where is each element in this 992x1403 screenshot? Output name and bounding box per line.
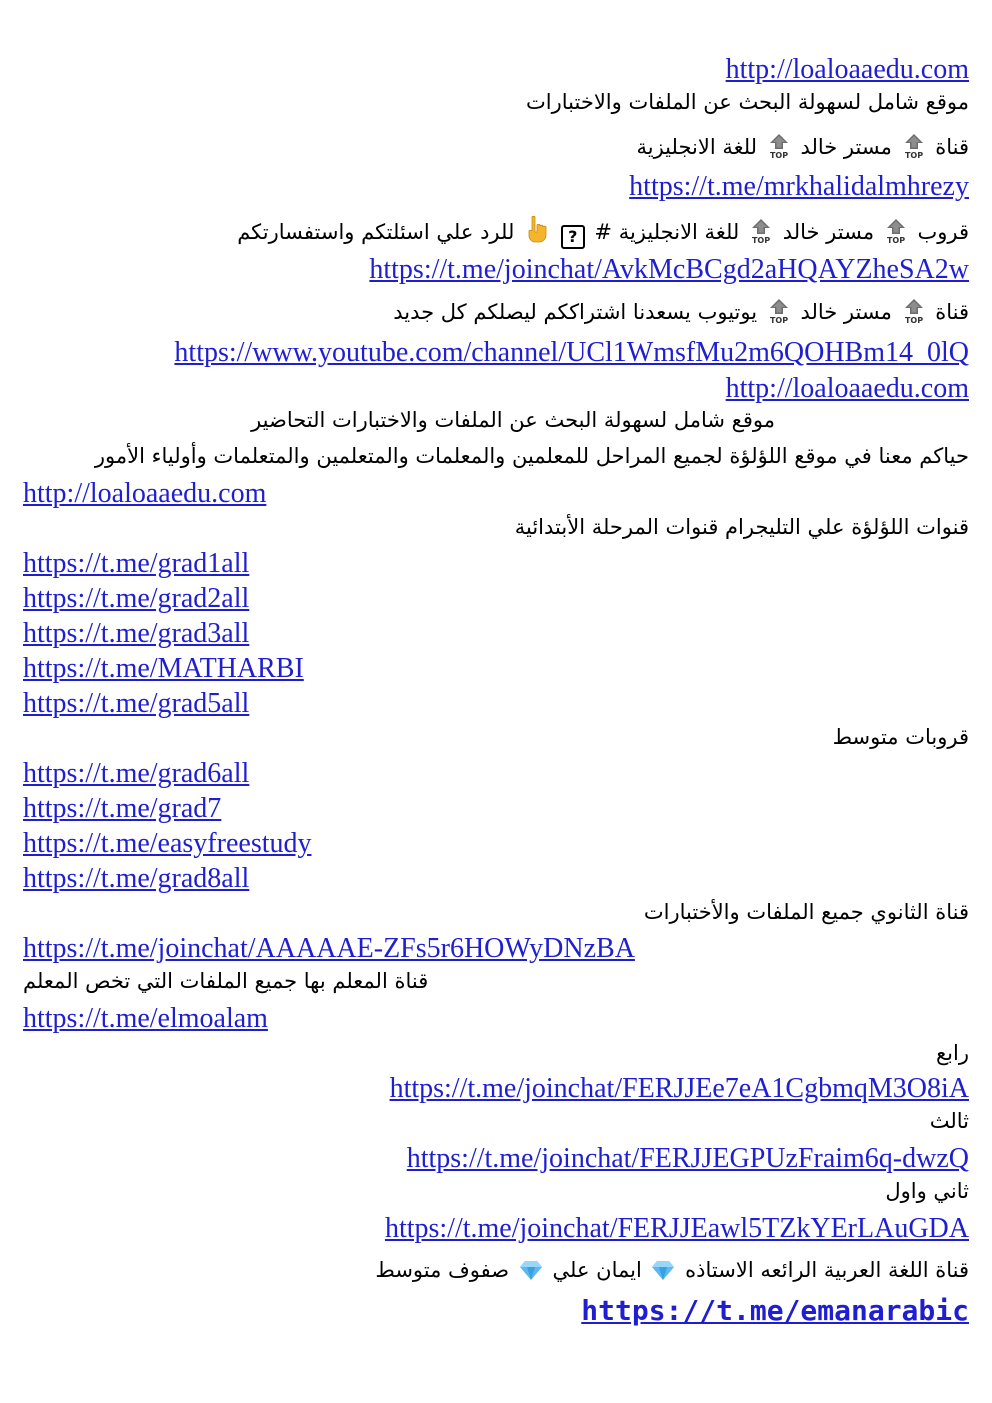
channel-word: قناة — [935, 135, 969, 159]
diamond-icon — [519, 1259, 543, 1281]
grade8-link[interactable]: https://t.me/grad8all — [23, 863, 250, 894]
top-arrow-icon — [902, 298, 926, 324]
welcome-text: حياكم معنا في موقع اللؤلؤة لجميع المراحل للمعلمين والمعلمات والمتعلمين والمتعلمات وأولياء الأمور — [94, 444, 969, 468]
top-arrow-icon — [767, 298, 791, 324]
website-link[interactable]: http://loaloaaedu.com — [23, 478, 267, 509]
grade6-link[interactable]: https://t.me/grad6all — [23, 758, 250, 789]
teacher-channel-heading: قناة المعلم بها جميع الملفات التي تخص المعلم — [23, 969, 429, 993]
emanarabic-link[interactable]: https://t.me/emanarabic — [581, 1294, 969, 1327]
website-link[interactable]: http://loaloaaedu.com — [725, 373, 969, 404]
grade3-link[interactable]: https://t.me/grad3all — [23, 618, 250, 649]
grade5-link[interactable]: https://t.me/grad5all — [23, 688, 250, 719]
mr-khalid-name: مستر خالد — [782, 220, 875, 244]
grade1-link[interactable]: https://t.me/grad1all — [23, 548, 250, 579]
grade2-link[interactable]: https://t.me/grad2all — [23, 583, 250, 614]
mr-khalid-name: مستر خالد — [800, 300, 892, 324]
youtube-subscribe-text: يوتيوب يسعدنا اشتراككم ليصلكم كل جديد — [393, 300, 758, 324]
youtube-channel-line — [393, 298, 969, 324]
teacher-channel-link[interactable]: https://t.me/elmoalam — [23, 1003, 268, 1034]
mr-khalid-channel-link[interactable]: https://t.me/mrkhalidalmhrezy — [629, 171, 969, 202]
second-first-grade-link[interactable]: https://t.me/joinchat/FERJJEawl5TZkYErLAuGDA — [384, 1213, 969, 1244]
arabic-channel-text: قناة اللغة العربية الرائعه الاستاذه — [685, 1258, 969, 1282]
third-grade-label: ثالث — [929, 1109, 969, 1133]
diamond-icon — [651, 1259, 675, 1281]
mr-khalid-channel-line — [636, 133, 969, 159]
questions-reply-text: للرد علي اسئلتكم واستفسارتكم — [237, 220, 515, 244]
middle-grades-text: صفوف متوسط — [375, 1258, 510, 1282]
top-arrow-icon — [749, 218, 773, 244]
teacher-name: ايمان علي — [552, 1258, 642, 1282]
easyfreestudy-link[interactable]: https://t.me/easyfreestudy — [23, 828, 312, 859]
question-mark-icon: ? — [561, 225, 585, 249]
top-arrow-icon — [884, 218, 908, 244]
website-link[interactable]: http://loaloaaedu.com — [725, 54, 969, 85]
english-subject: للغة الانجليزية — [636, 135, 758, 159]
grade7-link[interactable]: https://t.me/grad7 — [23, 793, 222, 824]
top-arrow-icon — [902, 133, 926, 159]
top-arrow-icon — [767, 133, 791, 159]
secondary-channel-link[interactable]: https://t.me/joinchat/AAAAAE-ZFs5r6HOWyDNzBA — [23, 933, 635, 964]
third-grade-link[interactable]: https://t.me/joinchat/FERJJEGPUzFraim6q-dwzQ — [406, 1143, 969, 1174]
second-first-grade-label: ثاني واول — [885, 1179, 969, 1203]
mr-khalid-name: مستر خالد — [800, 135, 892, 159]
middle-groups-heading: قروبات متوسط — [832, 725, 969, 749]
site-description-lessons: موقع شامل لسهولة البحث عن الملفات والاختبارات التحاضير — [251, 408, 775, 432]
mr-khalid-group-line — [237, 215, 969, 249]
group-word: قروب — [917, 220, 969, 244]
fourth-grade-label: رابع — [936, 1041, 969, 1065]
matharbi-link[interactable]: https://t.me/MATHARBI — [23, 653, 304, 684]
telegram-primary-heading: قنوات اللؤلؤة علي التليجرام قنوات المرحلة الأبتدائية — [514, 515, 969, 539]
channel-word: قناة — [935, 300, 969, 324]
secondary-channel-heading: قناة الثانوي جميع الملفات والأختبارات — [643, 900, 969, 924]
pointing-down-hand-icon — [524, 215, 548, 243]
mr-khalid-group-link[interactable]: https://t.me/joinchat/AvkMcBCgd2aHQAYZheSA2w — [369, 254, 969, 285]
english-subject-hash: للغة الانجليزية # — [594, 220, 740, 244]
arabic-channel-line — [375, 1259, 969, 1281]
fourth-grade-link[interactable]: https://t.me/joinchat/FERJJEe7eA1CgbmqM3O8iA — [389, 1073, 969, 1104]
site-description: موقع شامل لسهولة البحث عن الملفات والاختبارات — [526, 90, 969, 114]
youtube-channel-link[interactable]: https://www.youtube.com/channel/UCl1WmsfMu2m6QOHBm14_0lQ — [174, 337, 969, 368]
